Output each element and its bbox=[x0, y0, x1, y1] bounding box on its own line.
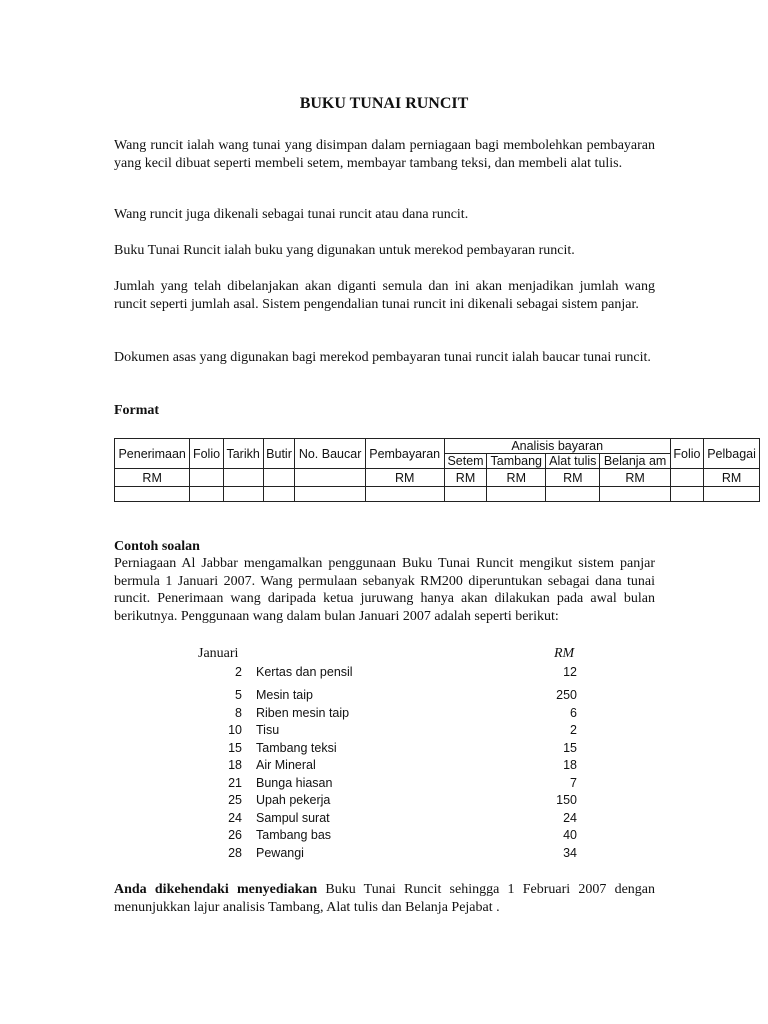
format-table-blank-row bbox=[115, 487, 760, 502]
expense-amount: 2 bbox=[570, 723, 577, 737]
expense-day: 18 bbox=[228, 758, 242, 772]
col-penerimaan: Penerimaan bbox=[115, 439, 190, 469]
expense-amount: 12 bbox=[563, 665, 577, 679]
instruction-rest: Buku Tunai Runcit sehingga 1 Februari 2007 dengan menunjukkan lajur analisis Tambang, Alat tulis dan Belanja Pejabat . bbox=[114, 882, 656, 915]
expense-amount: 40 bbox=[563, 828, 577, 842]
expense-day: 2 bbox=[235, 665, 242, 679]
expense-amount: 150 bbox=[556, 793, 577, 807]
rm-cell: RM bbox=[115, 469, 190, 487]
col-alat-tulis: Alat tulis bbox=[546, 454, 600, 469]
paragraph-voucher: Dokumen asas yang digunakan bagi merekod pembayaran tunai runcit ialah baucar tunai runcit. bbox=[114, 350, 651, 365]
expense-amount: 7 bbox=[570, 776, 577, 790]
format-table-rm-row bbox=[115, 469, 760, 487]
expense-row bbox=[0, 811, 768, 828]
col-analisis-group: Analisis bayaran bbox=[444, 439, 670, 454]
expense-amount: 18 bbox=[563, 758, 577, 772]
example-text: Perniagaan Al Jabbar mengamalkan penggunaan Buku Tunai Runcit mengikut sistem panjar bermula 1 Januari 2007. Wang permulaan sebanyak RM200 diperuntukan sebagai dana tunai runcit. Penerimaan wang daripada ketua juruwang hanya akan dilakukan pada awal bulan berikutnya. Penggunaan wang dalam bulan Januari 2007 adalah seperti berikut: bbox=[114, 556, 655, 624]
col-folio-2: Folio bbox=[670, 439, 703, 469]
format-table-header-row bbox=[115, 439, 760, 454]
expense-amount: 6 bbox=[570, 706, 577, 720]
col-butir: Butir bbox=[263, 439, 295, 469]
expense-day: 8 bbox=[235, 706, 242, 720]
rm-cell bbox=[295, 469, 365, 487]
paragraph-definition: Wang runcit ialah wang tunai yang disimpan dalam perniagaan bagi membolehkan pembayaran yang kecil dibuat seperti membeli setem, membayar tambang teksi, dan membeli alat tulis. bbox=[114, 138, 655, 171]
expense-item: Tambang bas bbox=[256, 828, 332, 842]
expense-day: 21 bbox=[228, 776, 242, 790]
expense-item: Tisu bbox=[256, 723, 280, 737]
expense-row bbox=[0, 828, 768, 845]
expense-day: 28 bbox=[228, 846, 242, 860]
expense-item: Mesin taip bbox=[256, 688, 313, 702]
expense-row bbox=[0, 793, 768, 810]
expense-day: 25 bbox=[228, 793, 242, 807]
expense-row bbox=[0, 706, 768, 723]
rm-cell: RM bbox=[487, 469, 546, 487]
paragraph-imprest: Jumlah yang telah dibelanjakan akan diganti semula dan ini akan menjadikan jumlah wang runcit seperti jumlah asal. Sistem pengendalian tunai runcit ini dikenali sebagai sistem panjar. bbox=[114, 279, 655, 312]
rm-cell bbox=[190, 469, 223, 487]
expenses-month-label: Januari bbox=[198, 646, 239, 661]
expense-item: Pewangi bbox=[256, 846, 304, 860]
rm-cell: RM bbox=[365, 469, 444, 487]
col-tambang: Tambang bbox=[487, 454, 546, 469]
rm-cell bbox=[263, 469, 295, 487]
example-heading: Contoh soalan bbox=[114, 539, 200, 554]
expense-item: Kertas dan pensil bbox=[256, 665, 353, 679]
col-pelbagai: Pelbagai bbox=[704, 439, 760, 469]
col-folio: Folio bbox=[190, 439, 223, 469]
page-title: BUKU TUNAI RUNCIT bbox=[299, 95, 469, 112]
expense-amount: 15 bbox=[563, 741, 577, 755]
expenses-currency-label: RM bbox=[554, 646, 575, 661]
expense-day: 15 bbox=[228, 741, 242, 755]
expense-row bbox=[0, 665, 768, 682]
expense-row bbox=[0, 688, 768, 705]
expense-day: 26 bbox=[228, 828, 242, 842]
col-pembayaran: Pembayaran bbox=[365, 439, 444, 469]
rm-cell: RM bbox=[704, 469, 760, 487]
expense-row bbox=[0, 741, 768, 758]
expense-day: 10 bbox=[228, 723, 242, 737]
expense-row bbox=[0, 776, 768, 793]
expense-row bbox=[0, 846, 768, 863]
rm-cell bbox=[670, 469, 703, 487]
expense-row bbox=[0, 723, 768, 740]
expense-item: Sampul surat bbox=[256, 811, 330, 825]
instruction-text bbox=[114, 881, 655, 916]
col-belanja-am: Belanja am bbox=[600, 454, 670, 469]
expense-amount: 250 bbox=[556, 688, 577, 702]
rm-cell: RM bbox=[600, 469, 670, 487]
rm-cell: RM bbox=[546, 469, 600, 487]
expense-item: Tambang teksi bbox=[256, 741, 337, 755]
paragraph-book: Buku Tunai Runcit ialah buku yang digunakan untuk merekod pembayaran runcit. bbox=[114, 243, 575, 258]
expense-item: Bunga hiasan bbox=[256, 776, 333, 790]
expense-item: Upah pekerja bbox=[256, 793, 331, 807]
rm-cell: RM bbox=[444, 469, 487, 487]
expense-amount: 34 bbox=[563, 846, 577, 860]
expense-item: Riben mesin taip bbox=[256, 706, 350, 720]
rm-cell bbox=[223, 469, 263, 487]
format-table bbox=[114, 438, 760, 502]
format-heading: Format bbox=[114, 403, 160, 418]
paragraph-alias: Wang runcit juga dikenali sebagai tunai runcit atau dana runcit. bbox=[114, 207, 469, 222]
col-no-baucar: No. Baucar bbox=[295, 439, 365, 469]
col-tarikh: Tarikh bbox=[223, 439, 263, 469]
col-setem: Setem bbox=[444, 454, 487, 469]
expense-item: Air Mineral bbox=[256, 758, 316, 772]
expense-amount: 24 bbox=[563, 811, 577, 825]
expense-day: 24 bbox=[228, 811, 242, 825]
expense-day: 5 bbox=[235, 688, 242, 702]
expense-row bbox=[0, 758, 768, 775]
instruction-bold: Anda dikehendaki menyediakan bbox=[114, 882, 318, 897]
